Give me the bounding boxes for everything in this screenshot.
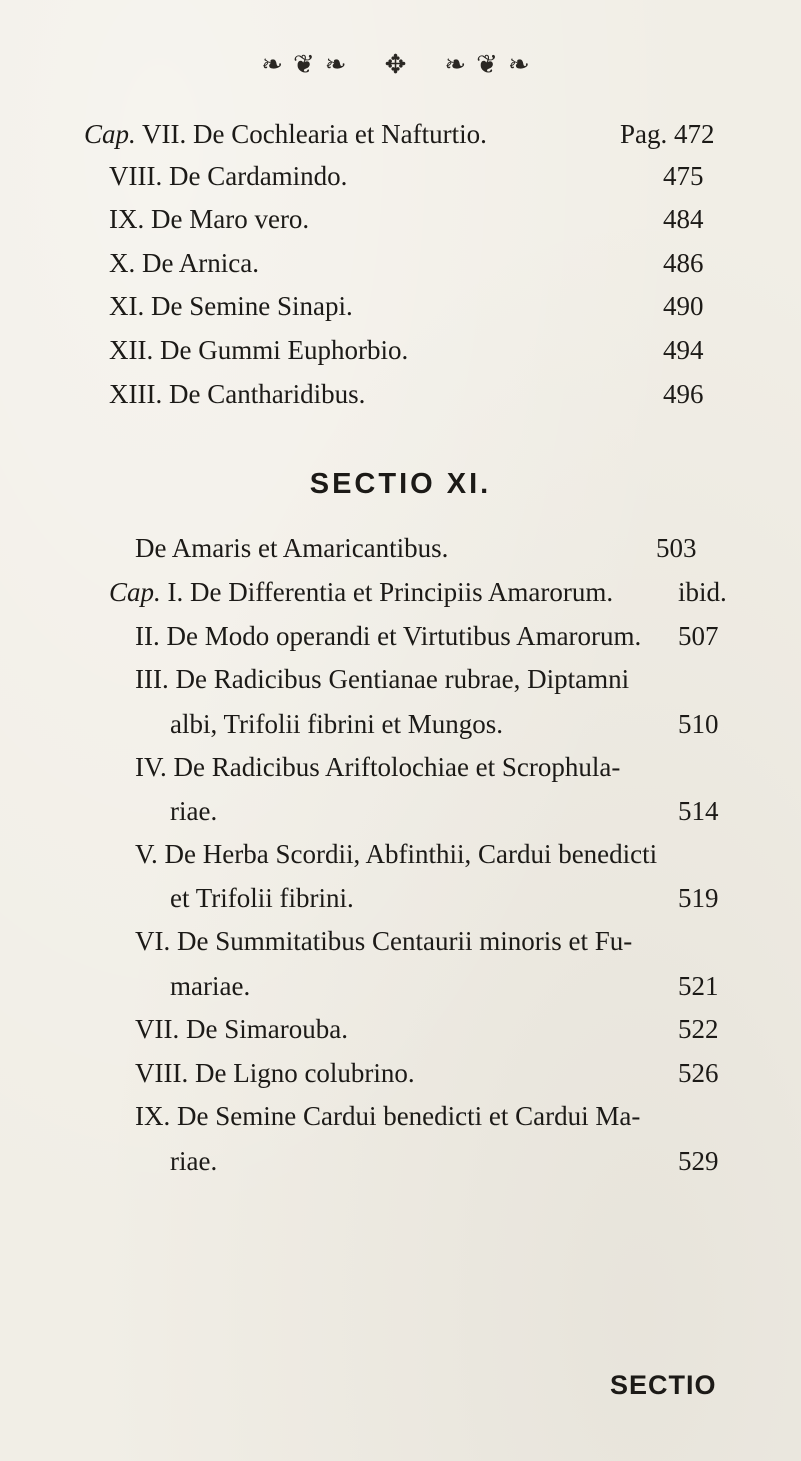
- toc-page-number: 510: [678, 709, 719, 739]
- toc-entry: IX. De Semine Cardui benedicti et Cardui Ma-: [135, 1101, 641, 1131]
- toc-entry-text: VII. De Cochlearia et Nafturtio.: [135, 119, 487, 149]
- cap-prefix: Cap.: [109, 577, 161, 607]
- toc-entry: XI. De Semine Sinapi.: [109, 291, 353, 321]
- ornament-left: ❧❦❧: [261, 50, 357, 79]
- toc-page-number: 507: [678, 621, 719, 651]
- toc-entry: IV. De Radicibus Ariftolochiae et Scrophula-: [135, 752, 621, 782]
- toc-page-number: 521: [678, 971, 719, 1001]
- toc-page-number: 522: [678, 1014, 719, 1044]
- toc-entry-continued: riae.: [170, 1146, 218, 1176]
- toc-entry-continued: mariae.: [170, 971, 251, 1001]
- toc-page-number: 503: [656, 533, 697, 563]
- toc-page-number: ibid.: [678, 577, 727, 607]
- toc-entry: V. De Herba Scordii, Abfinthii, Cardui benedicti: [135, 839, 658, 869]
- toc-entry: VIII. De Ligno colubrino.: [135, 1058, 415, 1088]
- toc-entry: XIII. De Cantharidibus.: [109, 379, 366, 409]
- toc-entry: [84, 118, 487, 150]
- toc-entry-continued: riae.: [170, 796, 218, 826]
- toc-entry: VI. De Summitatibus Centaurii minoris et Fu-: [135, 926, 633, 956]
- toc-entry: VII. De Simarouba.: [135, 1014, 348, 1044]
- toc-entry: X. De Arnica.: [109, 248, 259, 278]
- toc-page-number: 496: [663, 379, 704, 409]
- toc-page-number: 526: [678, 1058, 719, 1088]
- toc-entry: [109, 576, 613, 608]
- section-subtitle: De Amaris et Amaricantibus.: [135, 533, 449, 563]
- toc-entry: III. De Radicibus Gentianae rubrae, Diptamni: [135, 664, 630, 694]
- toc-page-number: 529: [678, 1146, 719, 1176]
- toc-entry: II. De Modo operandi et Virtutibus Amarorum.: [135, 621, 642, 651]
- toc-entry-continued: et Trifolii fibrini.: [170, 883, 354, 913]
- toc-page-number: 490: [663, 291, 704, 321]
- catchword: SECTIO: [610, 1370, 717, 1400]
- toc-page-number: 475: [663, 161, 704, 191]
- ornament-center: ✥: [384, 50, 417, 79]
- header-ornament: [0, 50, 801, 80]
- toc-page-number: 514: [678, 796, 719, 826]
- toc-entry: IX. De Maro vero.: [109, 204, 310, 234]
- section-title: SECTIO XI.: [309, 468, 492, 500]
- toc-page-number: 484: [663, 204, 704, 234]
- toc-entry: VIII. De Cardamindo.: [109, 161, 348, 191]
- cap-prefix: Cap.: [84, 119, 136, 149]
- ornament-right: ❧❦❧: [444, 50, 540, 79]
- toc-page-number: 519: [678, 883, 719, 913]
- toc-entry: XII. De Gummi Euphorbio.: [109, 335, 409, 365]
- toc-page-number: 494: [663, 335, 704, 365]
- toc-page-number: Pag. 472: [620, 119, 715, 149]
- toc-entry-text: I. De Differentia et Principiis Amarorum.: [160, 577, 614, 607]
- toc-page-number: 486: [663, 248, 704, 278]
- toc-entry-continued: albi, Trifolii fibrini et Mungos.: [170, 709, 504, 739]
